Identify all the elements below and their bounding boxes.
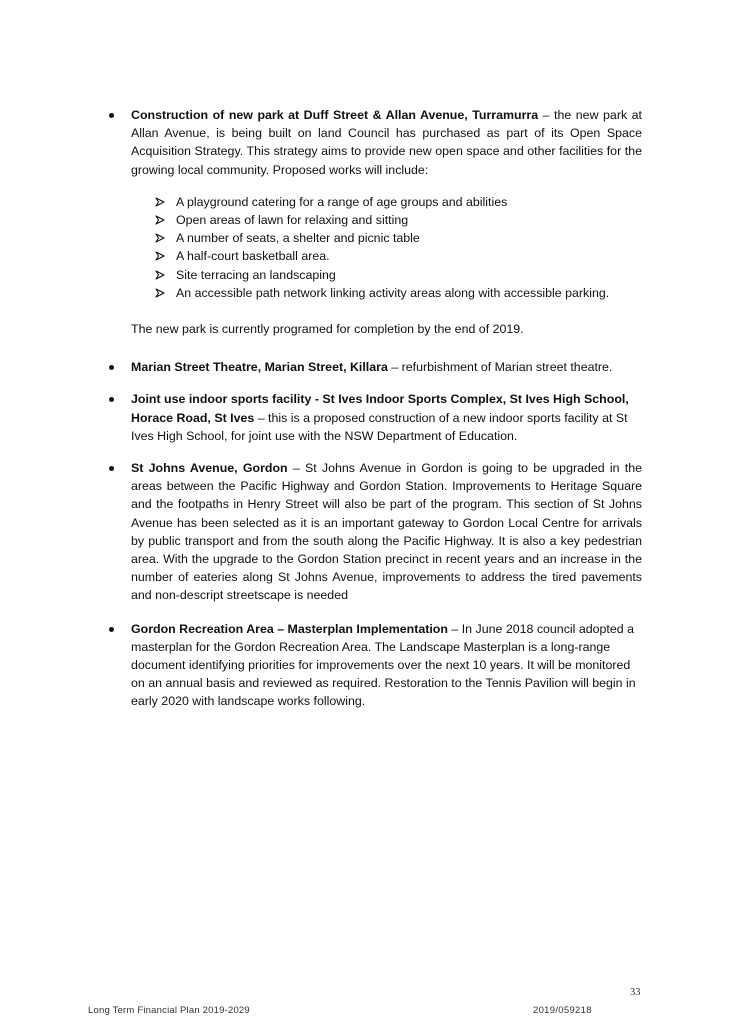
bullet-icon: [109, 627, 114, 632]
item-text: – In June 2018 council adopted a masterplan for the Gordon Recreation Area. The Landscape Masterplan is a long-range document identifying priorities for improvements over the next 10 years. It will be monitored on an annual basis and reviewed as required. Restoration to the Tennis Pavilion will begin in early 2020 with landscape works following.: [131, 621, 636, 709]
list-item: [131, 390, 642, 445]
sub-item-text: A playground catering for a range of age groups and abilities: [176, 194, 508, 209]
bullet-icon: [109, 113, 114, 118]
sub-list-item: [176, 266, 642, 284]
bullet-icon: [109, 397, 114, 402]
item-paragraph: [131, 358, 642, 376]
sub-item-text: Site terracing an landscaping: [176, 267, 336, 282]
sub-list: [131, 193, 642, 302]
footer-document-number: 2019/059218: [533, 1005, 592, 1016]
footer-title: Long Term Financial Plan 2019-2029: [88, 1005, 250, 1016]
item-paragraph: [131, 620, 642, 711]
sub-item-text: Open areas of lawn for relaxing and sitting: [176, 213, 409, 228]
bullet-icon: [109, 365, 114, 370]
page-number: 33: [630, 987, 641, 998]
item-heading: Joint use indoor sports facility - St Ives Indoor Sports Complex, St Ives High School, Horace Road, St Ives: [131, 392, 629, 425]
arrow-bullet-icon: [155, 233, 165, 243]
list-item: [131, 358, 642, 376]
arrow-bullet-icon: [155, 251, 165, 261]
item-paragraph: [131, 390, 642, 445]
list-item: [131, 106, 642, 338]
item-text: – St Johns Avenue in Gordon is going to be upgraded in the areas between the Pacific Highway and Gordon Station. Improvements to Heritage Square and the footpaths in Henry Street will also be part of the program. This section of St Johns Avenue has been selected as it is an important gateway to Gordon Local Centre for arrivals by public transport and from the south along the Pacific Highway. It is also a key pedestrian area. With the upgrade to the Gordon Station precinct in recent years and an increase in the number of eateries along St Johns Avenue, improvements to address the tired pavements and non-descript streetscape is needed: [131, 461, 642, 603]
item-text: – this is a proposed construction of a new indoor sports facility at St Ives High School, for joint use with the NSW Department of Education.: [131, 410, 628, 443]
item-heading: Marian Street Theatre, Marian Street, Killara: [131, 360, 388, 375]
item-text: – refurbishment of Marian street theatre.: [387, 360, 613, 375]
arrow-bullet-icon: [155, 215, 165, 225]
sub-list-item: [176, 211, 642, 229]
bullet-icon: [109, 466, 114, 471]
arrow-bullet-icon: [155, 288, 165, 298]
sub-list-item: [176, 284, 642, 302]
arrow-bullet-icon: [155, 270, 165, 280]
sub-item-text: An accessible path network linking activity areas along with accessible parking.: [176, 285, 610, 300]
item-paragraph: [131, 106, 642, 179]
item-heading: Gordon Recreation Area – Masterplan Implementation: [131, 621, 448, 636]
item-paragraph: [131, 459, 642, 605]
sub-list-item: [176, 229, 642, 247]
list-item: [131, 620, 642, 711]
item-text: – the new park at Allan Avenue, is being built on land Council has purchased as part of its Open Space Acquisition Strategy. This strategy aims to provide new open space and other facilities for the growing local community. Proposed works will include:: [131, 108, 642, 177]
sub-list-item: [176, 247, 642, 265]
sub-list-item: [176, 193, 642, 211]
arrow-bullet-icon: [155, 197, 165, 207]
item-heading: Construction of new park at Duff Street & Allan Avenue, Turramurra: [131, 108, 539, 122]
item-heading: St Johns Avenue, Gordon: [131, 461, 288, 476]
item-note: The new park is currently programed for completion by the end of 2019.: [131, 322, 524, 337]
page-content: [131, 106, 642, 711]
sub-item-text: A number of seats, a shelter and picnic table: [176, 231, 420, 246]
list-item: [131, 459, 642, 605]
sub-item-text: A half-court basketball area.: [176, 249, 330, 264]
